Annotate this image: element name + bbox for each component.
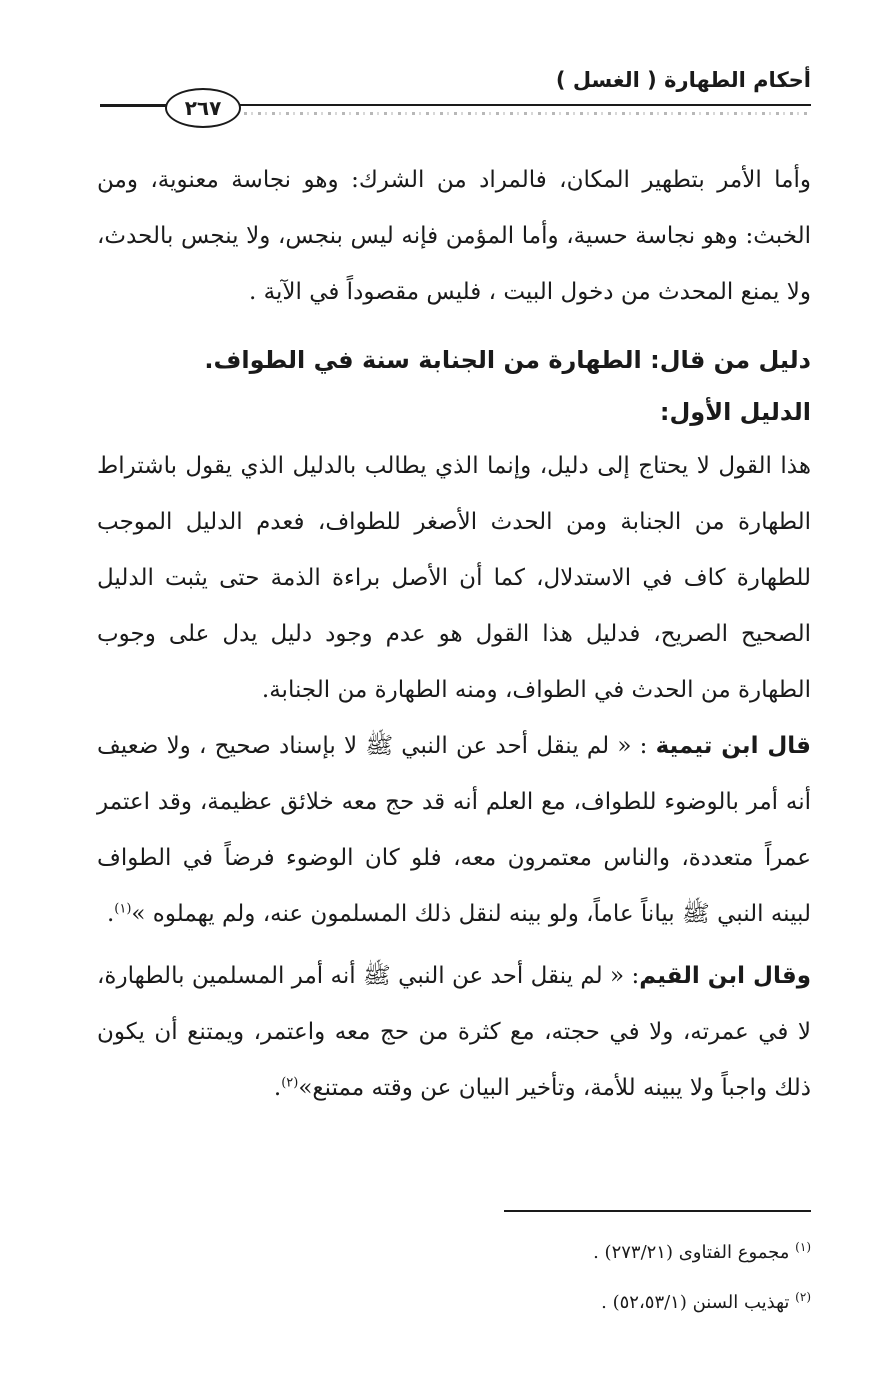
footnote-ref-1[interactable]: (١) (114, 901, 132, 917)
footnote-text: تهذيب السنن (٥٢،٥٣/١) . (601, 1292, 790, 1313)
footnotes (391, 1228, 811, 1328)
subsection-heading: الدليل الأول: (659, 398, 811, 426)
running-title: أحكام الطهارة ( الغسل ) (555, 68, 811, 92)
section-heading: دليل من قال: الطهارة من الجنابة سنة في الطواف. (204, 346, 811, 374)
paragraph-2: هذا القول لا يحتاج إلى دليل، وإنما الذي يطالب بالدليل الذي يقول باشتراط الطهارة من الجنابة ومن الحدث الأصغر للطواف، فعدم الدليل الموجب للطهارة كاف في الاستدلال، كما أن الأصل براءة الذمة حتى يثبت الدليل الصحيح الصريح، فدليل هذا القول هو عدم وجود دليل يدل على وجوب الطهارة من الحدث في الطواف، ومنه الطهارة من الجنابة. (97, 453, 811, 703)
header-rule-texture (230, 112, 811, 115)
paragraph-3 (97, 718, 811, 942)
paragraph-1: وأما الأمر بتطهير المكان، فالمراد من الشرك: وهو نجاسة معنوية، ومن الخبث: وهو نجاسة حسية، وأما المؤمن فإنه ليس بنجس، ولا ينجس بالحدث، ولا يمنع المحدث من دخول البيت ، فليس مقصوداً في الآية . (97, 167, 811, 305)
footnote-separator (504, 1210, 811, 1212)
speaker-ibn-al-qayyim: وقال ابن القيم (639, 963, 811, 989)
quote-ibn-al-qayyim: : « لم ينقل أحد عن النبي ﷺ أنه أمر المسلمين بالطهارة، لا في عمرته، ولا في حجته، مع كثرة من حج معه واعتمر، ويمتنع أن يكون ذلك واجباً ولا يبينه للأمة، وتأخير البيان عن وقته ممتنع» (97, 963, 811, 1101)
page-number-label: ٢٦٧ (184, 96, 222, 120)
footnote-text: مجموع الفتاوى (٢٧٣/٢١) . (593, 1242, 790, 1263)
quote-end-1: . (106, 901, 115, 927)
footnote-number: (١) (795, 1240, 811, 1254)
speaker-ibn-taymiyyah: قال ابن تيمية (655, 733, 811, 759)
header-rule (228, 104, 811, 106)
paragraph-4 (97, 948, 811, 1116)
footnote-1 (391, 1228, 811, 1278)
quote-ibn-taymiyyah: : « لم ينقل أحد عن النبي ﷺ لا بإسناد صحيح ، ولا ضعيف أنه أمر بالوضوء للطواف، مع العلم أنه قد حج معه خلائق عظيمة، وقد اعتمر عمراً متعددة، والناس معتمرون معه، فلو كان الوضوء فرضاً في الطواف لبينه النبي ﷺ بياناً عاماً، ولو بينه لنقل ذلك المسلمون عنه، ولم يهملوه » (97, 733, 811, 927)
footnote-number: (٢) (795, 1290, 811, 1304)
page-number (165, 88, 241, 128)
body-text (97, 152, 811, 1116)
quote-end-2: . (273, 1075, 282, 1101)
footnote-ref-2[interactable]: (٢) (281, 1075, 299, 1091)
footnote-2 (391, 1278, 811, 1328)
